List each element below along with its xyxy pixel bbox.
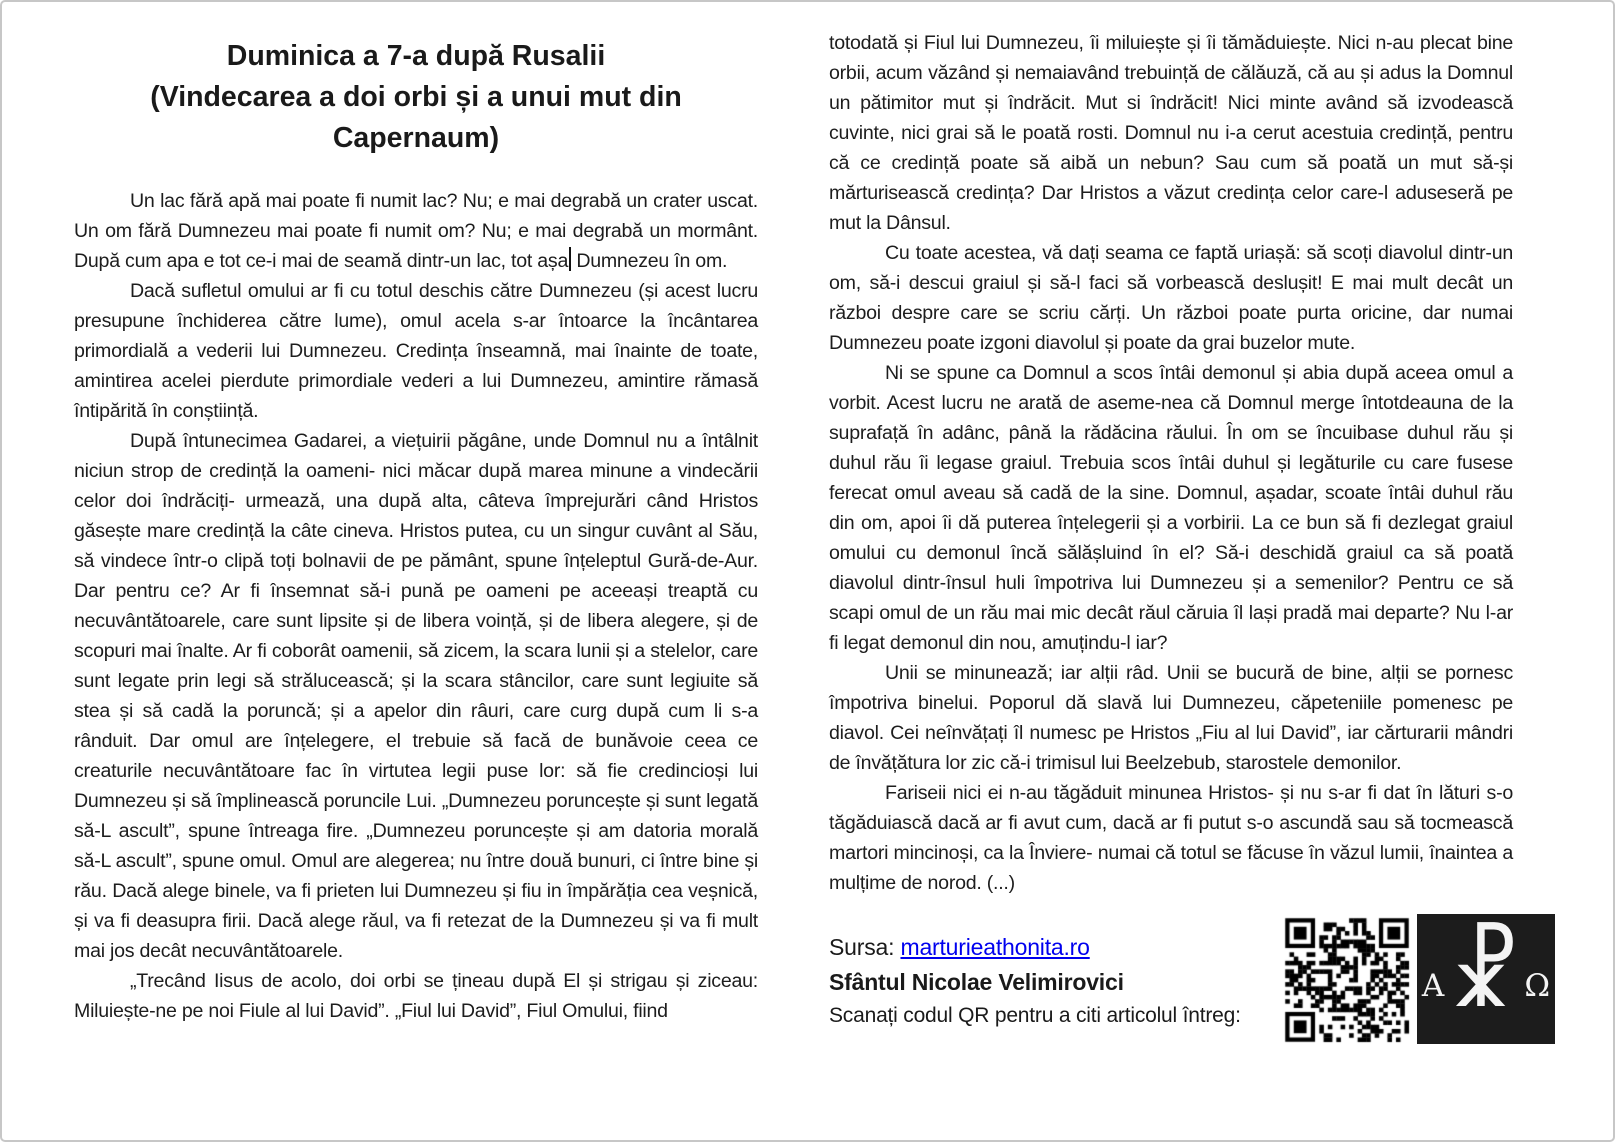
- paragraph[interactable]: După întunecimea Gadarei, a viețuirii păgâne, unde Domnul nu a întâlnit niciun strop de credință la oameni- nici măcar după marea minune a vindecării celor doi îndrăciți- urmează, una după alta, câteva împrejurări când Hristos găsește mare credință la câte cineva. Hristos putea, cu un singur cuvânt al Său, să vindece într-o clipă toți bolnavii de pe pământ, spune înțeleptul Gură-de-Aur. Dar pentru ce? Ar fi însemnat să-i pună pe oameni pe aceeași treaptă cu necuvântătoarele, care sunt lipsite și de libera voință, și de libera alegere, și de scopuri mai înalte. Ar fi coborât oamenii, să zicem, la scara lunii și a stelelor, care sunt legate prin legi să strălucească; și la scara stâncilor, care sunt legiuite să stea și să cadă la poruncă; și a apelor din râuri, care curg după cum li s-a rânduit. Dar omul are înțelegere, el trebuie să facă de bunăvoie ceea ce creaturile necuvântătoare fac în virtutea legii puse lor: să fie credincioși lui Dumnezeu și să împlinească poruncile Lui. „Dumnezeu poruncește și sunt legată să-L ascult”, spune întreaga fire. „Dumnezeu poruncește și am datoria morală să-L ascult”, spune omul. Omul are alegerea; nu între două bunuri, ci între bine și rău. Dacă alege binele, va fi prieten lui Dumnezeu și fiu in împărăția cea veșnică, și va fi deasupra firii. Dacă alege răul, va fi retezat de la Dumnezeu și va fi mult mai jos decât necuvântătoarele.: [74, 430, 758, 962]
- left-column: [74, 36, 758, 1026]
- paragraph-text: Dumnezeu în om.: [576, 250, 728, 272]
- title-line-2: (Vindecarea a doi orbi și a unui mut din Capernaum): [150, 81, 682, 154]
- footer-text-block: [829, 914, 1281, 1032]
- alpha-letter: Α: [1421, 967, 1445, 1004]
- right-column: [829, 28, 1551, 1044]
- paragraph[interactable]: totodată și Fiul lui Dumnezeu, îi miluiește și îi tămăduiește. Nici n-au plecat bine orbii, acum văzând și nemaiavând trebuință de călăuză, că au și adus la Domnul un pătimitor mut și îndrăcit. Mut si îndrăcit! Nici minte având să izvodească cuvinte, nici grai să le poată rosti. Domnul nu i-a cerut acestuia credință, pentru că ce credință poate să aibă un nebun? Sau cum să poată un mut să-și mărturisească credința? Dar Hristos a văzut credința celor care-l aduseseră pe mut la Dânsul.: [829, 32, 1513, 234]
- paragraph[interactable]: Dacă sufletul omului ar fi cu totul deschis către Dumnezeu (și acest lucru presupune închiderea către lume), omul acela s-ar întoarce la încântarea primordială a vederii lui Dumnezeu. Credința înseamnă, mai înainte de toate, amintirea acelei pierdute primordiale vederi a lui Dumnezeu, amintire rămasă întipărită în conștiință.: [74, 280, 758, 422]
- chi-rho-symbol: ☧: [1448, 921, 1521, 1028]
- author-name: Sfântul Nicolae Velimirovici: [829, 969, 1124, 995]
- omega-letter: Ω: [1524, 967, 1551, 1004]
- qr-caption: Scanați codul QR pentru a citi articolul întreg:: [829, 1004, 1241, 1027]
- source-label: Sursa:: [829, 934, 895, 960]
- paragraph[interactable]: Fariseii nici ei n-au tăgăduit minunea Hristos- și nu s-ar fi dat în lături s-o tăgăduiască dacă ar fi avut cum, dacă ar fi putut s-o ascundă sau să tocmească martori mincinoși, ca la Înviere- numai că totul se făcuse în văzul lumii, înaintea a mulțime de norod. (...): [829, 782, 1513, 894]
- source-link[interactable]: marturieathonita.ro: [900, 934, 1090, 960]
- source-line: [829, 930, 1281, 965]
- paragraph[interactable]: „Trecând Iisus de acolo, doi orbi se țineau după El și strigau și ziceau: Miluiește-ne pe noi Fiule al lui David”. „Fiul lui David”, Fiul Omului, fiind: [74, 970, 758, 1022]
- paragraph-text: Un lac fără apă mai poate fi numit lac? Nu; e mai degrabă un crater uscat. Un om fără Dumnezeu mai poate fi numit om? Nu; e mai degrabă un mormânt. După cum apa e tot ce-i mai de seamă dintr-un lac, tot așa: [74, 190, 758, 272]
- text-cursor: [569, 247, 571, 271]
- title-line-1: Duminica a 7-a după Rusalii: [226, 40, 606, 72]
- paragraph[interactable]: Ni se spune ca Domnul a scos întâi demonul și abia după aceea omul a vorbit. Acest lucru ne arată de aseme-nea că Domnul merge întotdeauna de la suprafață în adânc, până la rădăcina răului. În om se încuibase duhul rău și duhul rău îi legase graiul. Trebuia scos întâi duhul și legăturile cu care fusese ferecat omul aveau să cadă de la sine. Domnul, așadar, scoate întâi duhul rău din om, apoi îi dă puterea înțelegerii și a vorbirii. La ce bun să fi dezlegat graiul omului cu demonul încă sălășluind în el? Să-i deschidă graiul ca să poată diavolul dintr-însul huli împotriva lui Dumnezeu și a semenilor? Pentru ce să scapi omul de un rău mai mic decât răul căruia îl lași pradă mai departe? Nu l-ar fi legat demonul din nou, amuțindu-l iar?: [829, 362, 1513, 654]
- footer: [829, 914, 1555, 1044]
- paragraph[interactable]: Cu toate acestea, vă dați seama ce faptă uriașă: să scoți diavolul dintr-un om, să-i descui graiul și să-l faci să vorbească deslușit! E mai mult decât un război despre care se scriu cărți. Un război poate purta oricine, dar numai Dumnezeu poate izgoni diavolul și poate da grai buzelor mute.: [829, 242, 1513, 354]
- paragraph[interactable]: [74, 186, 758, 276]
- document-title[interactable]: [74, 36, 758, 159]
- chi-rho-icon: [1417, 914, 1555, 1044]
- qr-code-icon: [1281, 914, 1413, 1044]
- paragraph[interactable]: Unii se minunează; iar alții râd. Unii se bucură de bine, alții se pornesc împotriva binelui. Poporul dă slavă lui Dumnezeu, căpeteniile pomenesc pe diavol. Cei neînvățați îl numesc pe Hristos „Fiu al lui David”, iar cărturarii mândri de învățătura lor zic că-i trimisul lui Beelzebub, starostele demonilor.: [829, 662, 1513, 774]
